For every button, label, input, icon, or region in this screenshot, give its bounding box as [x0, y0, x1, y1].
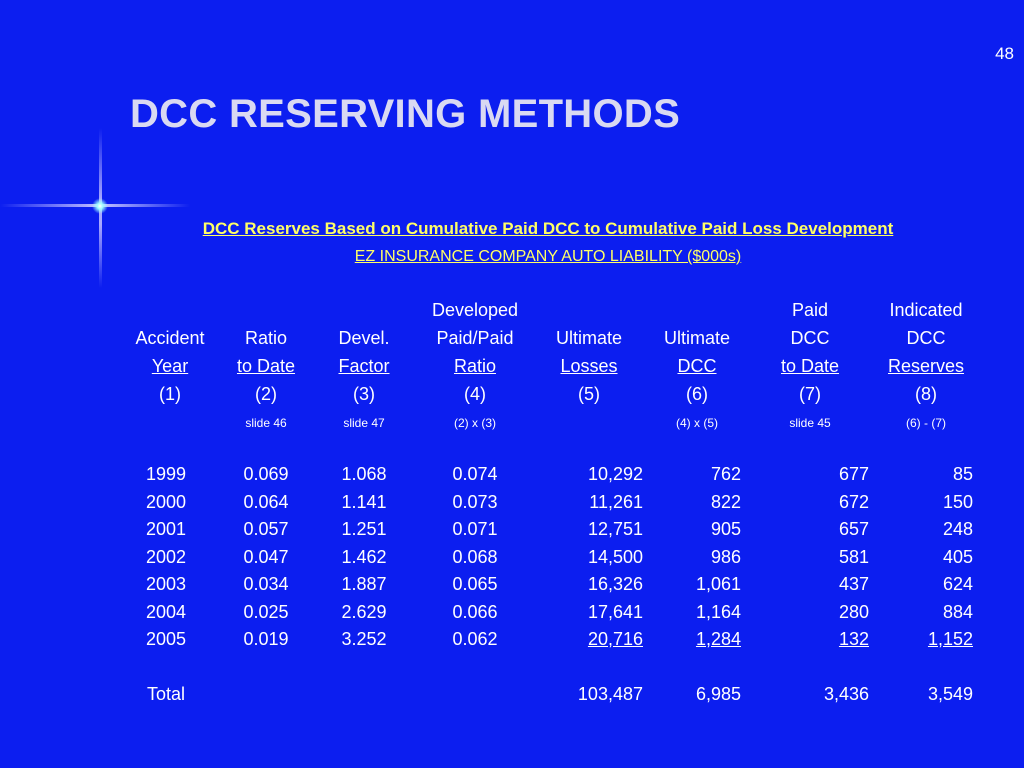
cell-paid-dcc-to-date: 437 — [838, 574, 869, 594]
cell-ultimate-dcc: 1,061 — [695, 574, 741, 594]
cell-paid-dcc-to-date: 132 — [838, 629, 869, 649]
cell-ultimate-losses: 10,292 — [587, 464, 643, 484]
cell-ultimate-losses: 11,261 — [589, 492, 643, 512]
cell-paid-paid-ratio: 0.071 — [452, 519, 498, 539]
table-row — [0, 574, 1024, 598]
cell-devel-factor: 1.462 — [341, 547, 387, 567]
cell-devel-factor: 2.629 — [341, 602, 387, 622]
header-col-8: (8) — [915, 384, 937, 404]
cell-year: 1999 — [145, 464, 187, 484]
header-dcc-1: DCC — [790, 328, 830, 348]
cell-year: 2001 — [145, 519, 187, 539]
cell-indicated-reserves: 884 — [942, 602, 973, 622]
cell-indicated-reserves: 405 — [942, 547, 973, 567]
header-col-5: (5) — [578, 384, 600, 404]
table-subtitle: EZ INSURANCE COMPANY AUTO LIABILITY ($000s) — [354, 248, 742, 265]
header-to-date: to Date — [236, 356, 296, 376]
cell-ultimate-losses: 12,751 — [587, 519, 643, 539]
cell-year: 2005 — [145, 629, 187, 649]
header-col-2: (2) — [255, 384, 277, 404]
table-row — [0, 519, 1024, 543]
cell-ultimate-losses: 17,641 — [587, 602, 643, 622]
source-col-6: (4) x (5) — [676, 416, 718, 430]
cell-devel-factor: 1.068 — [341, 464, 387, 484]
header-dcc-3: DCC — [677, 356, 717, 376]
cell-paid-paid-ratio: 0.068 — [452, 547, 498, 567]
cell-indicated-reserves: 150 — [942, 492, 973, 512]
slide-number: 48 — [995, 44, 1014, 63]
cell-year: 2004 — [145, 602, 187, 622]
cell-paid-paid-ratio: 0.074 — [452, 464, 498, 484]
header-devel: Devel. — [338, 328, 390, 348]
total-ultimate-dcc: 6,985 — [695, 684, 741, 704]
source-col-3: slide 47 — [343, 416, 385, 430]
header-paid: Paid — [791, 300, 829, 320]
cell-paid-paid-ratio: 0.066 — [452, 602, 498, 622]
cell-ratio-to-date: 0.064 — [243, 492, 289, 512]
total-row — [0, 684, 1024, 708]
cell-ratio-to-date: 0.025 — [243, 602, 289, 622]
header-col-3: (3) — [353, 384, 375, 404]
source-col-7: slide 45 — [789, 416, 831, 430]
cell-year: 2000 — [145, 492, 187, 512]
header-ratio: Ratio — [244, 328, 288, 348]
cell-ultimate-losses: 16,326 — [587, 574, 643, 594]
cell-ultimate-dcc: 822 — [710, 492, 741, 512]
header-col-7: (7) — [799, 384, 821, 404]
cell-indicated-reserves: 1,152 — [927, 629, 973, 649]
header-dcc-2: DCC — [906, 328, 946, 348]
cell-indicated-reserves: 85 — [952, 464, 973, 484]
cell-paid-dcc-to-date: 672 — [838, 492, 869, 512]
table-row — [0, 602, 1024, 626]
header-factor: Factor — [338, 356, 390, 376]
header-reserves: Reserves — [887, 356, 965, 376]
cell-indicated-reserves: 624 — [942, 574, 973, 594]
cell-ratio-to-date: 0.057 — [243, 519, 289, 539]
header-accident: Accident — [135, 328, 205, 348]
cell-paid-paid-ratio: 0.073 — [452, 492, 498, 512]
header-to-date-2: to Date — [780, 356, 840, 376]
source-col-4: (2) x (3) — [454, 416, 496, 430]
header-col-4: (4) — [464, 384, 486, 404]
cell-devel-factor: 3.252 — [341, 629, 387, 649]
header-col-6: (6) — [686, 384, 708, 404]
table-row — [0, 629, 1024, 653]
source-col-2: slide 46 — [245, 416, 287, 430]
cell-ratio-to-date: 0.047 — [243, 547, 289, 567]
cell-devel-factor: 1.251 — [341, 519, 387, 539]
cell-devel-factor: 1.887 — [341, 574, 387, 594]
cell-ultimate-dcc: 986 — [710, 547, 741, 567]
cell-paid-paid-ratio: 0.062 — [452, 629, 498, 649]
total-ultimate-losses: 103,487 — [577, 684, 643, 704]
source-col-8: (6) - (7) — [906, 416, 946, 430]
cell-ultimate-dcc: 1,284 — [695, 629, 741, 649]
header-ultimate-dcc-1: Ultimate — [663, 328, 731, 348]
sparkle-icon — [92, 198, 108, 214]
cell-paid-dcc-to-date: 581 — [838, 547, 869, 567]
table-row — [0, 464, 1024, 488]
cell-ratio-to-date: 0.019 — [243, 629, 289, 649]
total-paid-dcc: 3,436 — [823, 684, 869, 704]
header-ultimate-losses-1: Ultimate — [555, 328, 623, 348]
cell-ratio-to-date: 0.034 — [243, 574, 289, 594]
table-row — [0, 547, 1024, 571]
table-title: DCC Reserves Based on Cumulative Paid DCC to Cumulative Paid Loss Development — [202, 219, 894, 238]
header-col-1: (1) — [159, 384, 181, 404]
cell-devel-factor: 1.141 — [341, 492, 387, 512]
total-label: Total — [146, 684, 186, 704]
cell-year: 2002 — [145, 547, 187, 567]
cell-paid-dcc-to-date: 280 — [838, 602, 869, 622]
slide-title: DCC RESERVING METHODS — [130, 92, 681, 136]
cell-year: 2003 — [145, 574, 187, 594]
header-ratio-2: Ratio — [453, 356, 497, 376]
cell-ultimate-dcc: 905 — [710, 519, 741, 539]
cell-ultimate-losses: 14,500 — [587, 547, 643, 567]
cell-ultimate-dcc: 1,164 — [695, 602, 741, 622]
cell-paid-paid-ratio: 0.065 — [452, 574, 498, 594]
cell-ratio-to-date: 0.069 — [243, 464, 289, 484]
cell-indicated-reserves: 248 — [942, 519, 973, 539]
cell-ultimate-losses: 20,716 — [587, 629, 643, 649]
header-year: Year — [151, 356, 189, 376]
table-row — [0, 492, 1024, 516]
header-indicated: Indicated — [889, 300, 963, 320]
total-indicated-reserves: 3,549 — [927, 684, 973, 704]
cell-paid-dcc-to-date: 657 — [838, 519, 869, 539]
header-paid-paid: Paid/Paid — [436, 328, 514, 348]
cell-paid-dcc-to-date: 677 — [838, 464, 869, 484]
header-losses: Losses — [560, 356, 618, 376]
cell-ultimate-dcc: 762 — [710, 464, 741, 484]
header-developed: Developed — [431, 300, 519, 320]
